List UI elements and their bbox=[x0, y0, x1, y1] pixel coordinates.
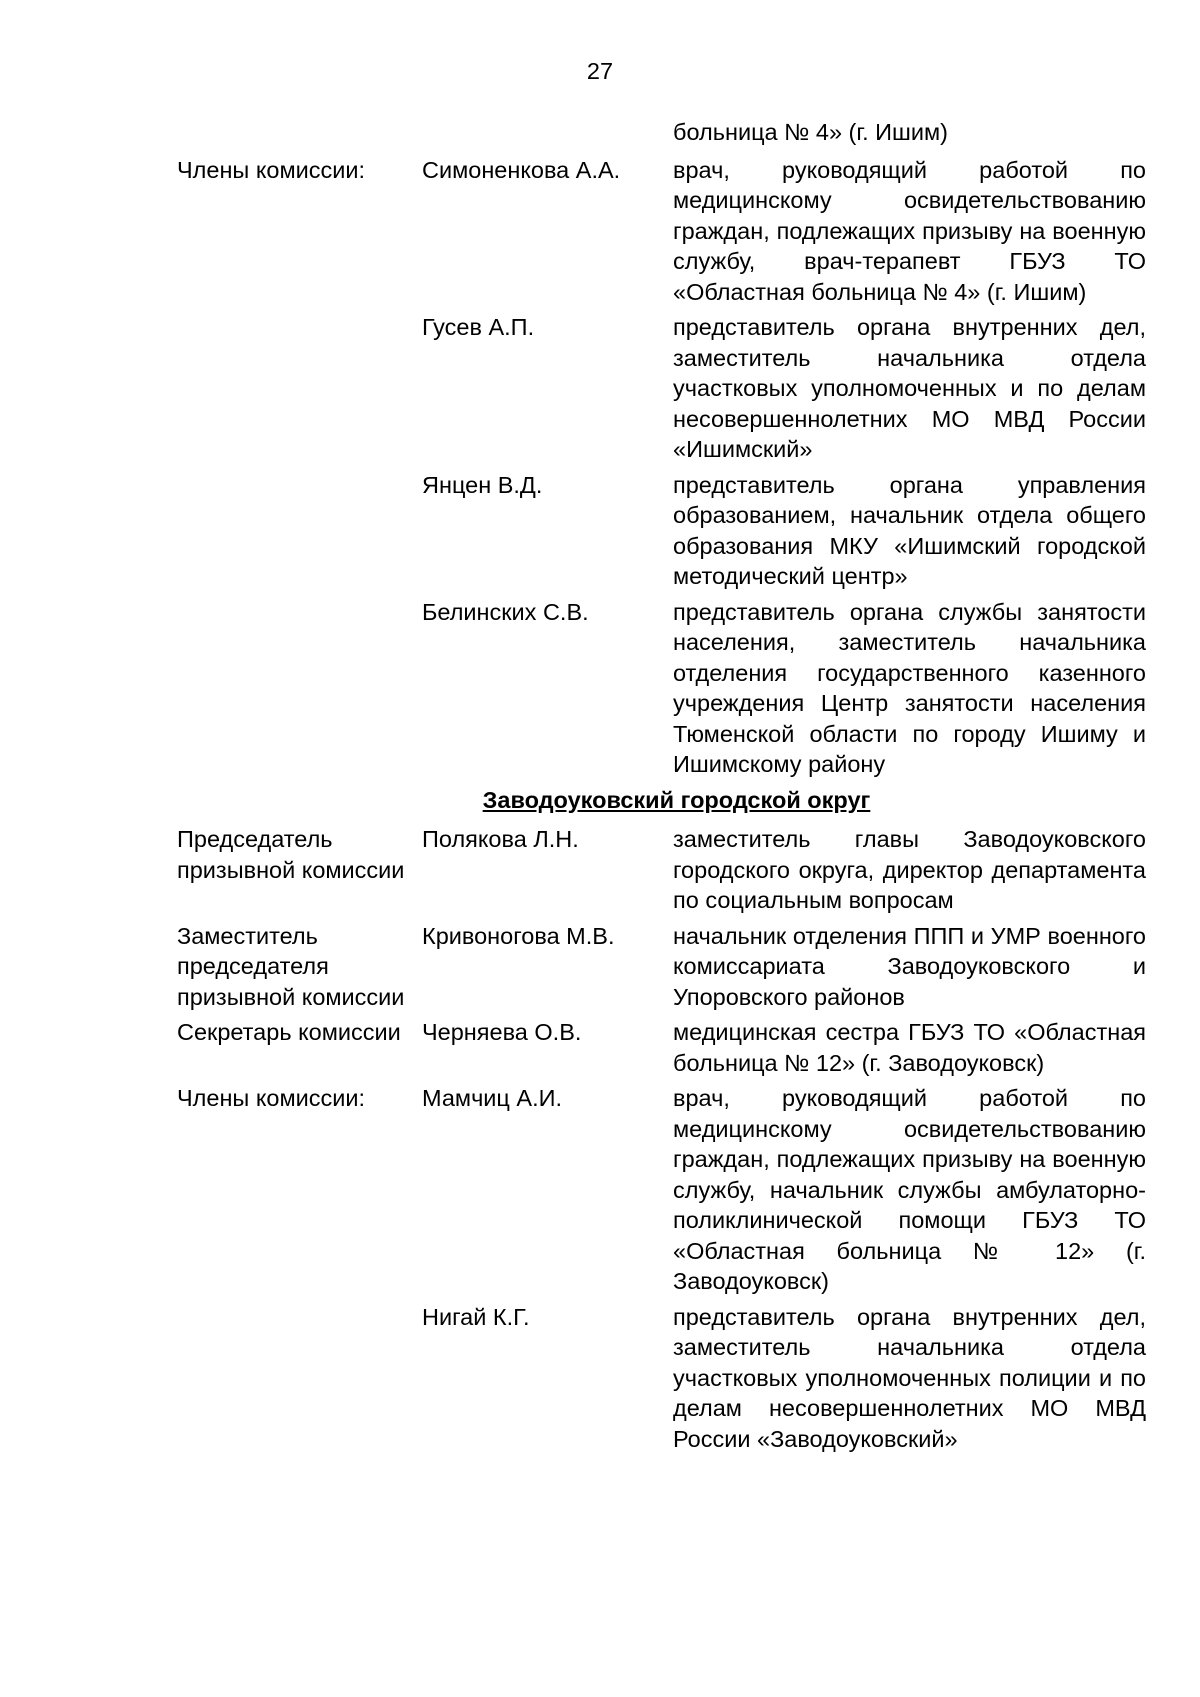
member-role: Председатель призывной комиссии bbox=[177, 826, 405, 883]
member-description: врач, руководящий работой по медицинскому освидетельствованию граждан, подлежащих призыву на военную службу, врач-терапевт ГБУЗ ТО «Областная больница № 4» (г. Ишим) bbox=[673, 156, 1146, 305]
continuation-spacer bbox=[177, 117, 673, 148]
member-description: представитель органа управления образованием, начальник отдела общего образования МКУ «Ишимский городской методический центр» bbox=[673, 471, 1146, 589]
member-row bbox=[177, 1083, 1146, 1297]
member-row bbox=[177, 1302, 1146, 1455]
continuation-row bbox=[177, 117, 1146, 148]
commission-table bbox=[177, 117, 1146, 1459]
member-row bbox=[177, 155, 1146, 308]
member-role: Члены комиссии: bbox=[177, 156, 366, 183]
continuation-text: больница № 4» (г. Ишим) bbox=[673, 119, 948, 145]
member-description: медицинская сестра ГБУЗ ТО «Областная больница № 12» (г. Заводоуковск) bbox=[673, 1019, 1146, 1076]
member-description: представитель органа внутренних дел, заместитель начальника отдела участковых уполномоченных полиции и по делам несовершеннолетних МО МВД России «Заводоуковский» bbox=[673, 1303, 1146, 1452]
member-row bbox=[177, 312, 1146, 465]
member-name: Симоненкова А.А. bbox=[422, 156, 621, 183]
member-description: начальник отделения ППП и УМР военного комиссариата Заводоуковского и Упоровского районов bbox=[673, 922, 1146, 1010]
member-row bbox=[177, 597, 1146, 780]
member-row bbox=[177, 824, 1146, 916]
member-row bbox=[177, 1017, 1146, 1078]
section-title: Заводоуковский городской округ bbox=[482, 786, 871, 813]
member-row bbox=[177, 470, 1146, 592]
member-description: заместитель главы Заводоуковского городского округа, директор департамента по социальным вопросам bbox=[673, 826, 1146, 913]
member-name: Полякова Л.Н. bbox=[422, 826, 579, 852]
page-number: 27 bbox=[586, 58, 614, 84]
member-description: представитель органа внутренних дел, заместитель начальника отдела участковых уполномоченных и по делам несовершеннолетних МО МВД России «Ишимский» bbox=[673, 314, 1146, 462]
member-role bbox=[177, 470, 422, 592]
member-role: Секретарь комиссии bbox=[177, 1019, 401, 1045]
member-name: Кривоногова М.В. bbox=[422, 922, 615, 949]
member-name: Нигай К.Г. bbox=[422, 1303, 530, 1330]
member-name: Гусев А.П. bbox=[422, 314, 535, 340]
member-role bbox=[177, 312, 422, 465]
member-description: представитель органа службы занятости населения, заместитель начальника отделения государственного казенного учреждения Центр занятости населения Тюменской области по городу Ишиму и Ишимскому району bbox=[673, 598, 1146, 777]
member-name: Янцен В.Д. bbox=[422, 471, 543, 498]
member-name: Мамчиц А.И. bbox=[422, 1085, 563, 1111]
member-role bbox=[177, 597, 422, 780]
member-description: врач, руководящий работой по медицинскому освидетельствованию граждан, подлежащих призыву на военную службу, начальник службы амбулаторно-поликлинической помощи ГБУЗ ТО «Областная больница № 12» (г. Заводоуковск) bbox=[673, 1085, 1146, 1294]
member-name: Черняева О.В. bbox=[422, 1019, 582, 1045]
member-role: Заместитель председателя призывной комиссии bbox=[177, 922, 405, 1010]
member-name: Белинских С.В. bbox=[422, 598, 589, 625]
member-row bbox=[177, 921, 1146, 1013]
member-role: Члены комиссии: bbox=[177, 1085, 366, 1111]
member-role bbox=[177, 1302, 422, 1455]
